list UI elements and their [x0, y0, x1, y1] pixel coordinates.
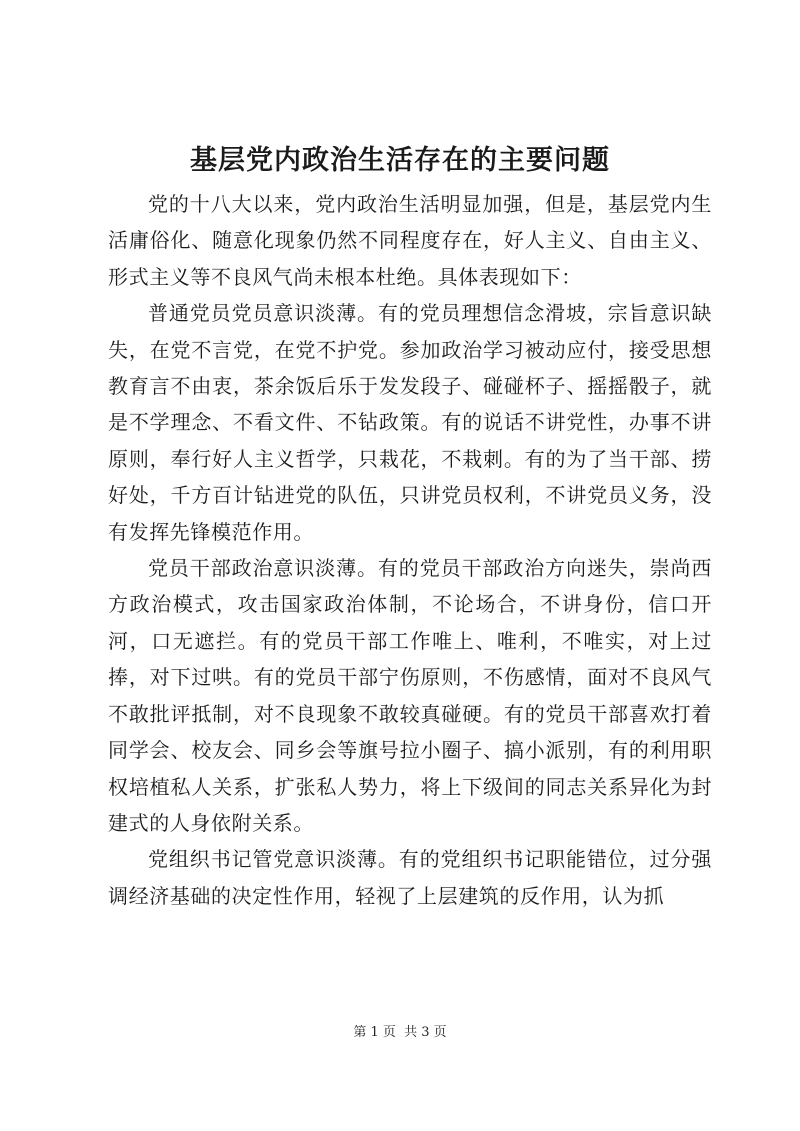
- paragraph-party-secretaries: 党组织书记管党意识淡薄。有的党组织书记职能错位，过分强调经济基础的决定性作用，轻视了上层建筑的反作用，认为抓: [108, 847, 712, 908]
- paragraph-intro: 党的十八大以来，党内政治生活明显加强，但是，基层党内生活庸俗化、随意化现象仍然不同程度存在，好人主义、自由主义、形式主义等不良风气尚未根本杜绝。具体表现如下：: [108, 192, 712, 289]
- paragraph-party-cadres: 党员干部政治意识淡薄。有的党员干部政治方向迷失，崇尚西方政治模式，攻击国家政治体制，不论场合，不讲身份，信口开河，口无遮拦。有的党员干部工作唯上、唯利，不唯实，对上过捧，对下过哄。有的党员干部宁伤原则，不伤感情，面对不良风气不敢批评抵制，对不良现象不敢较真碰硬。有的党员干部喜欢打着同学会、校友会、同乡会等旗号拉小圈子、搞小派别，有的利用职权培植私人关系，扩张私人势力，将上下级间的同志关系异化为封建式的人身依附关系。: [108, 556, 712, 835]
- document-body: [108, 186, 712, 914]
- page-footer: [0, 1024, 800, 1042]
- total-pages: 共 3 页: [404, 1025, 447, 1040]
- page-number: 第 1 页: [353, 1025, 396, 1040]
- paragraph-ordinary-members: 普通党员党员意识淡薄。有的党员理想信念滑坡，宗旨意识缺失，在党不言党，在党不护党。参加政治学习被动应付，接受思想教育言不由衷，茶余饭后乐于发发段子、碰碰杯子、摇摇骰子，就是不学理念、不看文件、不钻政策。有的说话不讲党性，办事不讲原则，奉行好人主义哲学，只栽花，不栽刺。有的为了当干部、捞好处，千方百计钻进党的队伍，只讲党员权利，不讲党员义务，没有发挥先锋模范作用。: [108, 301, 712, 544]
- document-title: 基层党内政治生活存在的主要问题: [190, 145, 610, 176]
